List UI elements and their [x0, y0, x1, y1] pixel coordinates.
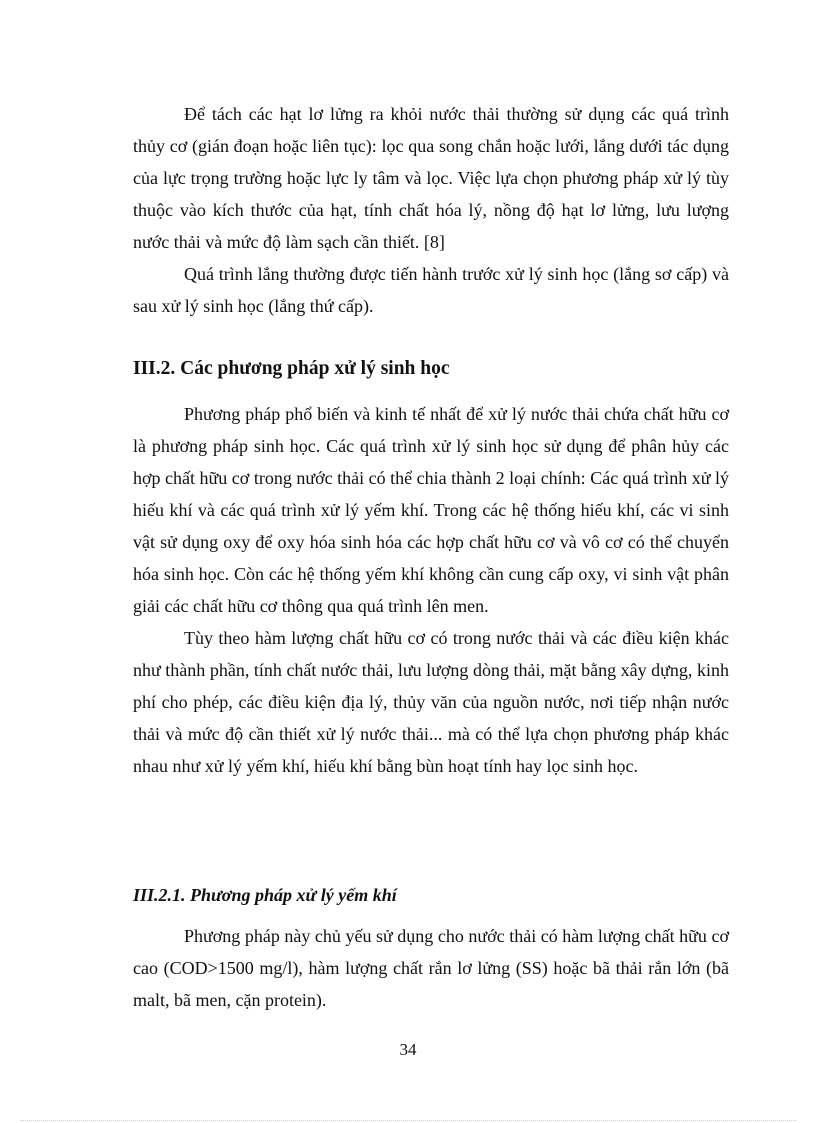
paragraph-sedimentation: Quá trình lắng thường được tiến hành trước xử lý sinh học (lắng sơ cấp) và sau xử lý sinh học (lắng thứ cấp).: [133, 264, 729, 316]
subsection-heading: III.2.1. Phương pháp xử lý yếm khí: [133, 885, 397, 905]
paragraph-biological-methods: Phương pháp phổ biến và kinh tế nhất để xử lý nước thải chứa chất hữu cơ là phương pháp sinh học. Các quá trình xử lý sinh học sử dụng để phân hủy các hợp chất hữu cơ trong nước thải có thể chia thành 2 loại chính: Các quá trình xử lý hiếu khí và các quá trình xử lý yếm khí. Trong các hệ thống hiếu khí, các vi sinh vật sử dụng oxy để oxy hóa sinh hóa các hợp chất hữu cơ và vô cơ có thể chuyển hóa sinh học. Còn các hệ thống yếm khí không cần cung cấp oxy, vi sinh vật phân giải các chất hữu cơ thông qua quá trình lên men.: [133, 404, 729, 616]
section-heading: III.2. Các phương pháp xử lý sinh học: [133, 358, 450, 379]
anaerobic-block: [133, 920, 729, 1016]
paragraph-anaerobic: Phương pháp này chủ yếu sử dụng cho nước thải có hàm lượng chất hữu cơ cao (COD>1500 mg/l), hàm lượng chất rắn lơ lửng (SS) hoặc bã thải rắn lớn (bã malt, bã men, cặn protein).: [133, 926, 729, 1010]
section-heading-block: [133, 358, 729, 380]
paragraph-suspended-solids: Để tách các hạt lơ lửng ra khỏi nước thải thường sử dụng các quá trình thủy cơ (gián đoạn hoặc liên tục): lọc qua song chắn hoặc lưới, lắng dưới tác dụng của lực trọng trường hoặc lực ly tâm và lọc. Việc lựa chọn phương pháp xử lý tùy thuộc vào kích thước của hạt, tính chất hóa lý, nồng độ hạt lơ lửng, lưu lượng nước thải và mức độ làm sạch cần thiết. [8]: [133, 104, 729, 252]
page-number: 34: [399, 1040, 417, 1059]
paragraph-method-selection: Tùy theo hàm lượng chất hữu cơ có trong nước thải và các điều kiện khác như thành phần, tính chất nước thải, lưu lượng dòng thải, mặt bằng xây dựng, kinh phí cho phép, các điều kiện địa lý, thủy văn của nguồn nước, nơi tiếp nhận nước thải và mức độ cần thiết xử lý nước thải... mà có thể lựa chọn phương pháp khác nhau như xử lý yếm khí, hiếu khí bằng bùn hoạt tính hay lọc sinh học.: [133, 628, 729, 776]
page-bottom-divider: [20, 1120, 796, 1121]
intro-block: [133, 98, 729, 322]
biological-methods-block: [133, 398, 729, 782]
subsection-heading-block: [133, 885, 729, 906]
